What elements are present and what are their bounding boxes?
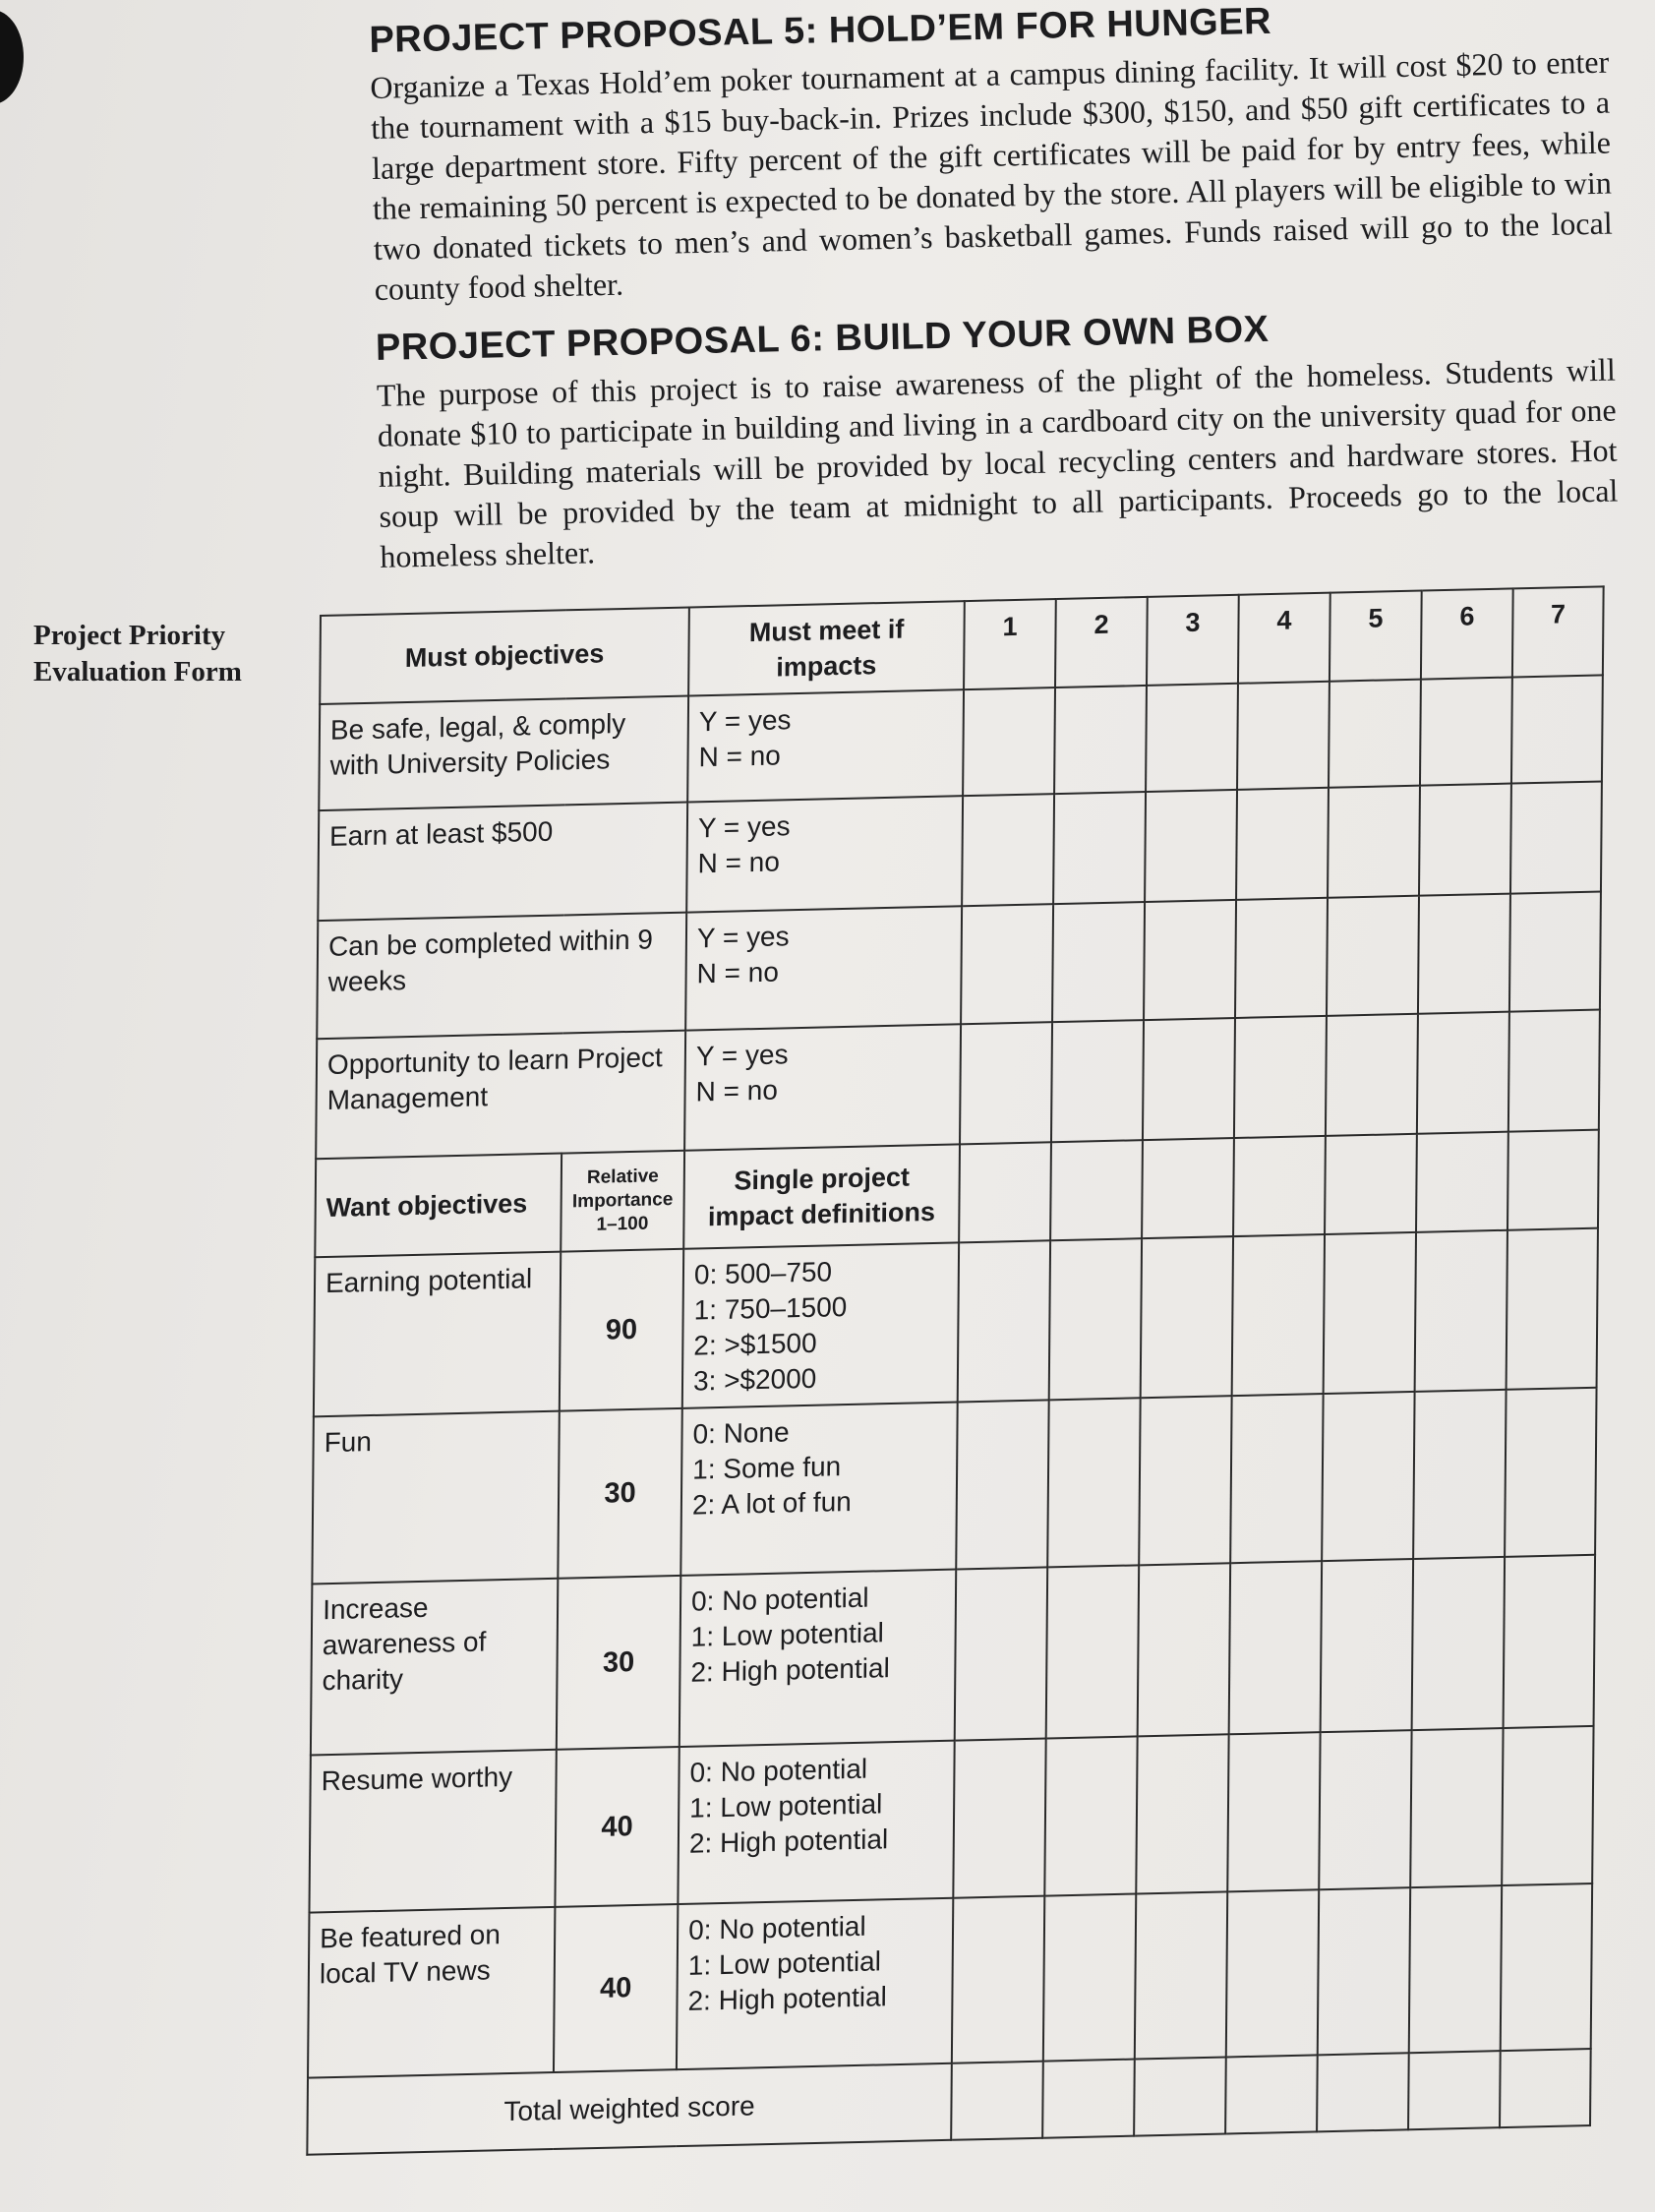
project-number: 5 xyxy=(1330,591,1422,682)
impact-definitions xyxy=(682,1242,959,1407)
score-cell[interactable] xyxy=(1409,1885,1502,2053)
want-objective: Earning potential xyxy=(314,1252,561,1417)
score-cell[interactable] xyxy=(1235,898,1328,1018)
evaluation-form xyxy=(306,585,1602,2155)
impact-def: 1: Low potential xyxy=(687,1945,882,1981)
form-caption xyxy=(33,618,242,690)
score-cell[interactable] xyxy=(1236,788,1329,900)
score-cell[interactable] xyxy=(961,904,1053,1024)
score-cell[interactable] xyxy=(959,1142,1051,1242)
must-objective: Can be completed within 9 weeks xyxy=(317,913,686,1040)
want-row xyxy=(308,1883,1592,2078)
want-objective: Be featured on local TV news xyxy=(308,1907,555,2078)
score-cell[interactable] xyxy=(1418,894,1510,1014)
score-cell[interactable] xyxy=(1413,1390,1506,1559)
score-cell[interactable] xyxy=(1042,2060,1135,2138)
score-cell[interactable] xyxy=(1143,1018,1235,1140)
score-cell[interactable] xyxy=(1325,1134,1417,1234)
impact-def: 2: High potential xyxy=(688,1823,889,1859)
project-number: 6 xyxy=(1421,588,1513,679)
score-cell[interactable] xyxy=(1326,1014,1418,1136)
impact-def: 2: High potential xyxy=(687,1981,887,2016)
score-cell[interactable] xyxy=(1420,677,1512,785)
impact-def: 2: High potential xyxy=(690,1652,890,1688)
impact-def: 1: 750–1500 xyxy=(693,1291,848,1326)
score-cell[interactable] xyxy=(1321,1559,1413,1732)
score-cell[interactable] xyxy=(1501,1883,1592,2051)
must-objectives-header: Must objectives xyxy=(320,607,689,704)
score-cell[interactable] xyxy=(955,1567,1047,1740)
impact-definitions xyxy=(680,1570,956,1747)
score-cell[interactable] xyxy=(1052,902,1145,1022)
score-cell[interactable] xyxy=(1229,1561,1322,1734)
importance-value: 40 xyxy=(555,1747,679,1907)
impact-def: 2: A lot of fun xyxy=(691,1485,852,1521)
no-def: N = no xyxy=(695,1074,778,1107)
score-cell[interactable] xyxy=(1226,1889,1319,2057)
score-cell[interactable] xyxy=(1329,680,1421,788)
score-cell[interactable] xyxy=(1138,1563,1230,1736)
want-row xyxy=(314,1228,1598,1417)
no-def: N = no xyxy=(698,740,781,773)
yes-def: Y = yes xyxy=(697,810,791,844)
want-objectives-header: Want objectives xyxy=(315,1154,562,1258)
score-cell[interactable] xyxy=(1504,1555,1595,1728)
score-cell[interactable] xyxy=(1234,1016,1327,1138)
score-cell[interactable] xyxy=(1322,1392,1414,1561)
score-cell[interactable] xyxy=(1145,790,1237,902)
score-cell[interactable] xyxy=(956,1400,1048,1569)
score-cell[interactable] xyxy=(963,688,1055,796)
single-impact-header: Single project impact definitions xyxy=(683,1144,960,1248)
want-row xyxy=(312,1388,1596,1584)
impact-def: 0: No potential xyxy=(688,1910,866,1945)
must-meet-def xyxy=(685,906,962,1030)
score-cell[interactable] xyxy=(1327,896,1419,1016)
impact-definitions xyxy=(677,1898,953,2069)
project-number: 7 xyxy=(1512,586,1604,677)
impact-def: 1: Low potential xyxy=(690,1617,884,1652)
score-cell[interactable] xyxy=(1417,1012,1509,1134)
score-cell[interactable] xyxy=(1135,1891,1227,2059)
project-number: 1 xyxy=(964,599,1056,689)
score-cell[interactable] xyxy=(1410,1728,1503,1887)
score-cell[interactable] xyxy=(1500,2049,1591,2127)
yes-def: Y = yes xyxy=(696,921,790,954)
no-def: N = no xyxy=(696,956,780,989)
score-cell[interactable] xyxy=(1412,1557,1505,1730)
score-cell[interactable] xyxy=(953,1739,1045,1898)
score-cell[interactable] xyxy=(1507,1228,1598,1390)
score-cell[interactable] xyxy=(1134,2057,1226,2135)
proposal-6-body: The purpose of this project is to raise awareness of the plight of the homeless. Students will donate $10 to participate in building and living in a cardboard city on the university quad for one night. Building materials will be provided by local recycling centers and hardware stores. Hot soup will be provided by the team at midnight to all participants. Proceeds go to the local homeless shelter. xyxy=(376,351,1619,574)
impact-def: 3: >$2000 xyxy=(692,1362,817,1397)
must-meet-def xyxy=(686,796,963,912)
proposal-5-title: PROJECT PROPOSAL 5: HOLD’EM FOR HUNGER xyxy=(369,0,1272,61)
score-cell[interactable] xyxy=(1508,1010,1600,1132)
score-cell[interactable] xyxy=(1324,1232,1416,1394)
want-objective: Fun xyxy=(312,1411,559,1584)
score-cell[interactable] xyxy=(1050,1140,1143,1240)
score-cell[interactable] xyxy=(1044,1736,1137,1895)
score-cell[interactable] xyxy=(1415,1230,1507,1392)
score-cell[interactable] xyxy=(1502,1726,1593,1885)
score-cell[interactable] xyxy=(1507,1130,1599,1230)
importance-value: 40 xyxy=(554,1904,678,2072)
impact-def: 0: No potential xyxy=(690,1582,869,1617)
score-cell[interactable] xyxy=(1146,684,1238,792)
must-meet-def xyxy=(687,689,964,802)
score-cell[interactable] xyxy=(1144,900,1236,1020)
must-objective: Opportunity to learn Project Management xyxy=(316,1031,685,1160)
score-cell[interactable] xyxy=(1419,784,1511,896)
corner-shadow xyxy=(0,10,24,104)
total-weighted-score-label: Total weighted score xyxy=(307,2063,952,2155)
score-cell[interactable] xyxy=(1328,786,1420,898)
must-objective: Be safe, legal, & comply with University Policies xyxy=(319,696,688,811)
score-cell[interactable] xyxy=(1416,1132,1508,1232)
proposal-5-body: Organize a Texas Hold’em poker tournament at a campus dining facility. It will cost $20 to enter the tournament with a $15 buy-back-in. Prizes include $300, $150, and $50 gift certificates to a large department store. Fifty percent of the gift certificates will be paid for by entry fees, while the remaining 50 percent is expected to be donated by the store. All players will be eligible to win two donated tickets to men’s and women’s basketball games. Funds raised will go to the local county food shelter. xyxy=(370,43,1613,307)
importance-value: 90 xyxy=(560,1249,683,1411)
want-objective: Increase awareness of charity xyxy=(311,1579,558,1756)
score-cell[interactable] xyxy=(1225,2055,1318,2133)
score-cell[interactable] xyxy=(1139,1396,1231,1565)
impact-def: 1: Low potential xyxy=(689,1788,883,1823)
evaluation-table xyxy=(306,585,1604,2155)
want-objective: Resume worthy xyxy=(309,1750,556,1913)
project-number: 4 xyxy=(1238,593,1330,684)
score-cell[interactable] xyxy=(1227,1732,1320,1891)
yes-def: Y = yes xyxy=(695,1039,789,1072)
must-meet-def xyxy=(684,1024,961,1150)
score-cell[interactable] xyxy=(1317,2053,1409,2131)
score-cell[interactable] xyxy=(1318,1887,1410,2055)
impact-def: 0: No potential xyxy=(689,1753,868,1788)
score-cell[interactable] xyxy=(1319,1730,1411,1889)
score-cell[interactable] xyxy=(1510,781,1602,893)
score-cell[interactable] xyxy=(1136,1734,1228,1893)
proposal-6-title: PROJECT PROPOSAL 6: BUILD YOUR OWN BOX xyxy=(375,308,1270,369)
score-cell[interactable] xyxy=(1047,1398,1140,1567)
no-def: N = no xyxy=(697,846,781,879)
form-caption-line-2: Evaluation Form xyxy=(33,656,242,688)
score-cell[interactable] xyxy=(1505,1388,1596,1557)
must-meet-header: Must meet if impacts xyxy=(688,601,965,695)
score-cell[interactable] xyxy=(1233,1136,1326,1236)
impact-def: 0: None xyxy=(692,1416,790,1450)
score-cell[interactable] xyxy=(1237,682,1330,790)
want-row xyxy=(309,1726,1593,1913)
project-number: 2 xyxy=(1055,597,1148,688)
score-cell[interactable] xyxy=(960,1022,1052,1144)
score-cell[interactable] xyxy=(1142,1138,1234,1238)
score-cell[interactable] xyxy=(1141,1236,1233,1398)
importance-value: 30 xyxy=(558,1408,681,1579)
relative-importance-header: Relative Importance 1–100 xyxy=(561,1151,684,1252)
score-cell[interactable] xyxy=(1053,792,1146,904)
score-cell[interactable] xyxy=(952,1896,1044,2063)
impact-definitions xyxy=(680,1402,957,1575)
score-cell[interactable] xyxy=(1408,2051,1501,2129)
must-objective: Earn at least $500 xyxy=(318,803,687,922)
project-number: 3 xyxy=(1147,595,1239,686)
score-cell[interactable] xyxy=(962,794,1054,906)
yes-def: Y = yes xyxy=(698,704,792,738)
form-caption-line-1: Project Priority xyxy=(33,620,226,651)
want-row xyxy=(311,1555,1595,1756)
impact-def: 2: >$1500 xyxy=(693,1327,817,1361)
score-cell[interactable] xyxy=(1051,1020,1144,1142)
score-cell[interactable] xyxy=(1054,686,1147,794)
score-cell[interactable] xyxy=(951,2062,1043,2140)
score-cell[interactable] xyxy=(958,1240,1050,1402)
score-cell[interactable] xyxy=(1043,1893,1136,2061)
score-cell[interactable] xyxy=(1232,1234,1325,1396)
impact-def: 1: Some fun xyxy=(692,1451,842,1485)
impact-def: 0: 500–750 xyxy=(693,1256,833,1290)
score-cell[interactable] xyxy=(1511,675,1603,783)
score-cell[interactable] xyxy=(1049,1238,1142,1400)
score-cell[interactable] xyxy=(1509,892,1601,1012)
proposal-text xyxy=(369,0,1620,595)
importance-value: 30 xyxy=(557,1576,680,1750)
impact-definitions xyxy=(678,1741,954,1904)
score-cell[interactable] xyxy=(1230,1394,1323,1563)
score-cell[interactable] xyxy=(1046,1565,1139,1738)
